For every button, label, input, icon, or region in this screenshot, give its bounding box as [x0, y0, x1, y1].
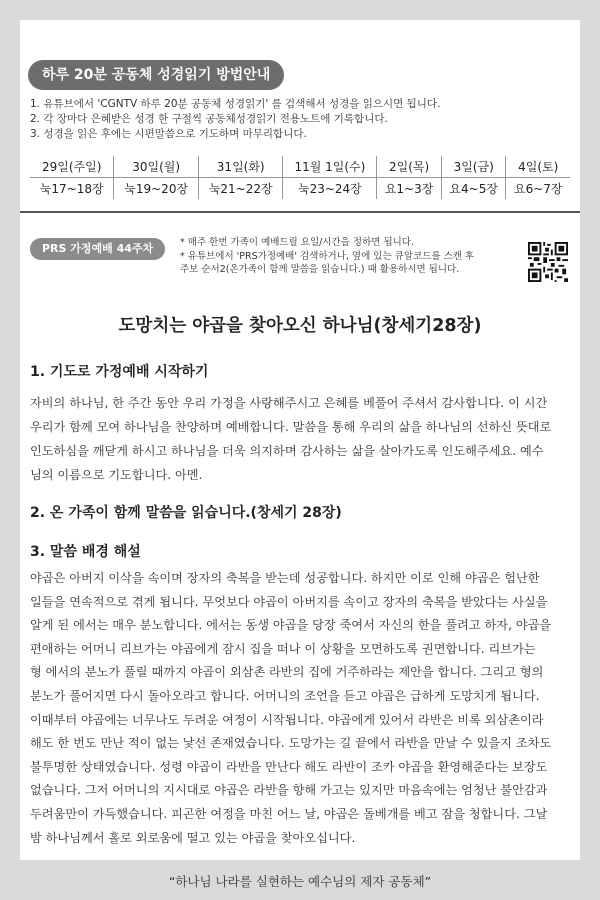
right-margin-band — [580, 20, 600, 860]
schedule-day: 11월 1일(수) — [283, 156, 377, 178]
paragraph-line: 해도 한 번도 만난 적이 없는 낯선 존재였습니다. 도망가는 길 끝에서 라반을 만날 수 있을지 조차도 — [30, 736, 552, 751]
schedule-reading: 눅17~18장 — [39, 182, 104, 196]
section-heading-reading: 2. 온 가족이 함께 말씀을 읽습니다.(창세기 28장) — [30, 505, 342, 521]
top-margin-band — [0, 0, 600, 20]
paragraph-line: 편애하는 어머니 리브가는 야곱에게 잠시 집을 떠나 이 상황을 모면하도록 권면합니다. 리브가는 — [30, 641, 536, 656]
schedule-reading: 눅23~24장 — [283, 178, 377, 200]
schedule-day: 2일(목) — [377, 156, 442, 178]
section-heading-background: 3. 말씀 배경 해설 — [30, 544, 141, 560]
paragraph-line: 님의 이름으로 기도합니다. 아멘. — [30, 468, 203, 482]
prayer-paragraph — [30, 391, 575, 487]
paragraph-line: 분노가 풀어지면 다시 돌아오라고 합니다. 어머니의 조언을 듣고 야곱은 급하게 도망치게 됩니다. — [30, 688, 540, 703]
schedule-reading: 눅19~20장 — [114, 178, 199, 200]
reading-method-list — [30, 97, 440, 142]
paragraph-line: 우리가 함께 모여 하나님을 찬양하며 예배합니다. 말씀을 통해 우리의 삶을 하나님의 선하신 뜻대로 — [30, 420, 552, 434]
prs-note-line: 주보 순서2(온가족이 함께 말씀을 읽습니다.) 때 활용하시면 됩니다. — [180, 264, 460, 275]
reading-schedule-table — [30, 156, 570, 199]
paragraph-line: 이때부터 야곱에는 너무나도 두려운 여정이 시작됩니다. 야곱에게 있어서 라반은 비록 외삼촌이라 — [30, 712, 544, 727]
paragraph-line: 밤 하나님께서 홀로 외로움에 떨고 있는 야곱을 찾아오십니다. — [30, 830, 356, 845]
paragraph-line: 인도하심을 깨닫게 하시고 하나님을 더욱 의지하며 감사하는 삶을 살아가도록 인도해주세요. 예수 — [30, 444, 544, 458]
schedule-day: 3일(금) — [441, 156, 506, 178]
schedule-reading: 요1~3장 — [377, 178, 442, 200]
reading-method-pill: 하루 20분 공동체 성경읽기 방법안내 — [28, 60, 284, 90]
schedule-day: 30일(월) — [114, 156, 199, 178]
page-title: 도망치는 야곱을 찾아오신 하나님(창세기28장) — [118, 316, 482, 336]
section-heading-prayer: 1. 기도로 가정예배 시작하기 — [30, 364, 209, 380]
schedule-day: 4일(토) — [506, 156, 570, 178]
schedule-days-row — [30, 156, 570, 178]
prs-note-line: * 매주 한번 가족이 예배드릴 요일/시간을 정하면 됩니다. — [180, 237, 415, 248]
method-line: 1. 유튜브에서 'CGNTV 하루 20분 공동체 성경읽기' 를 검색해서 성경을 읽으시면 됩니다. — [30, 98, 441, 110]
paragraph-line: 알게 된 에서는 매우 분노합니다. 에서는 동생 야곱을 당장 죽여서 자신의 한을 풀려고 하자, 야곱을 — [30, 618, 552, 633]
schedule-reading: 눅21~22장 — [198, 178, 283, 200]
schedule-reading: 요4~5장 — [441, 178, 506, 200]
paragraph-line: 없습니다. 그저 어머니의 지시대로 야곱은 라반을 향해 가고는 있지만 마음속에는 엄청난 불안감과 — [30, 783, 548, 798]
paragraph-line: 야곱은 아버지 이삭을 속이며 장자의 축복을 받는데 성공합니다. 하지만 이로 인해 야곱은 험난한 — [30, 571, 540, 585]
prs-week-pill: PRS 가정예배 44주차 — [30, 238, 165, 260]
paragraph-line: 형 에서의 분노가 풀릴 때까지 야곱이 외삼촌 라반의 집에 거주하라는 제안을 합니다. 그리고 형의 — [30, 665, 544, 680]
paragraph-line: 자비의 하나님, 한 주간 동안 우리 가정을 사랑해주시고 은혜를 베풀어 주셔서 감사합니다. 이 시간 — [30, 396, 548, 410]
schedule-reading: 요6~7장 — [506, 178, 570, 200]
prs-note-line: * 유튜브에서 'PRS가정예배' 검색하거나, 옆에 있는 큐알코드를 스캔 후 — [180, 250, 475, 262]
method-line: 2. 각 장마다 은혜받은 성경 한 구절씩 공동체성경읽기 전용노트에 기록합니다. — [30, 113, 388, 125]
method-line: 3. 성경을 읽은 후에는 시편말씀으로 기도하며 마무리합니다. — [30, 128, 307, 140]
qr-code-icon[interactable] — [528, 242, 568, 282]
section-divider — [20, 211, 580, 213]
left-margin-band — [0, 20, 20, 860]
schedule-day: 29일(주일) — [30, 156, 114, 178]
footer-motto: “하나님 나라를 실현하는 예수님의 제자 공동체” — [168, 874, 432, 889]
paragraph-line: 일들을 연속적으로 겪게 됩니다. 무엇보다 야곱이 아버지를 속이고 장자의 축복을 받았다는 사실을 — [30, 594, 548, 609]
background-paragraph — [30, 567, 575, 850]
prs-notes — [180, 236, 525, 277]
schedule-day: 31일(화) — [198, 156, 283, 178]
schedule-readings-row — [30, 178, 570, 200]
paragraph-line: 두려움만이 가득했습니다. 피곤한 여정을 마친 어느 날, 야곱은 돌베개를 베고 잠을 청합니다. 그날 — [30, 806, 548, 821]
paragraph-line: 불투명한 상태였습니다. 성령 야곱이 라반을 만난다 해도 라반이 조카 야곱을 환영해준다는 보장도 — [30, 759, 548, 774]
